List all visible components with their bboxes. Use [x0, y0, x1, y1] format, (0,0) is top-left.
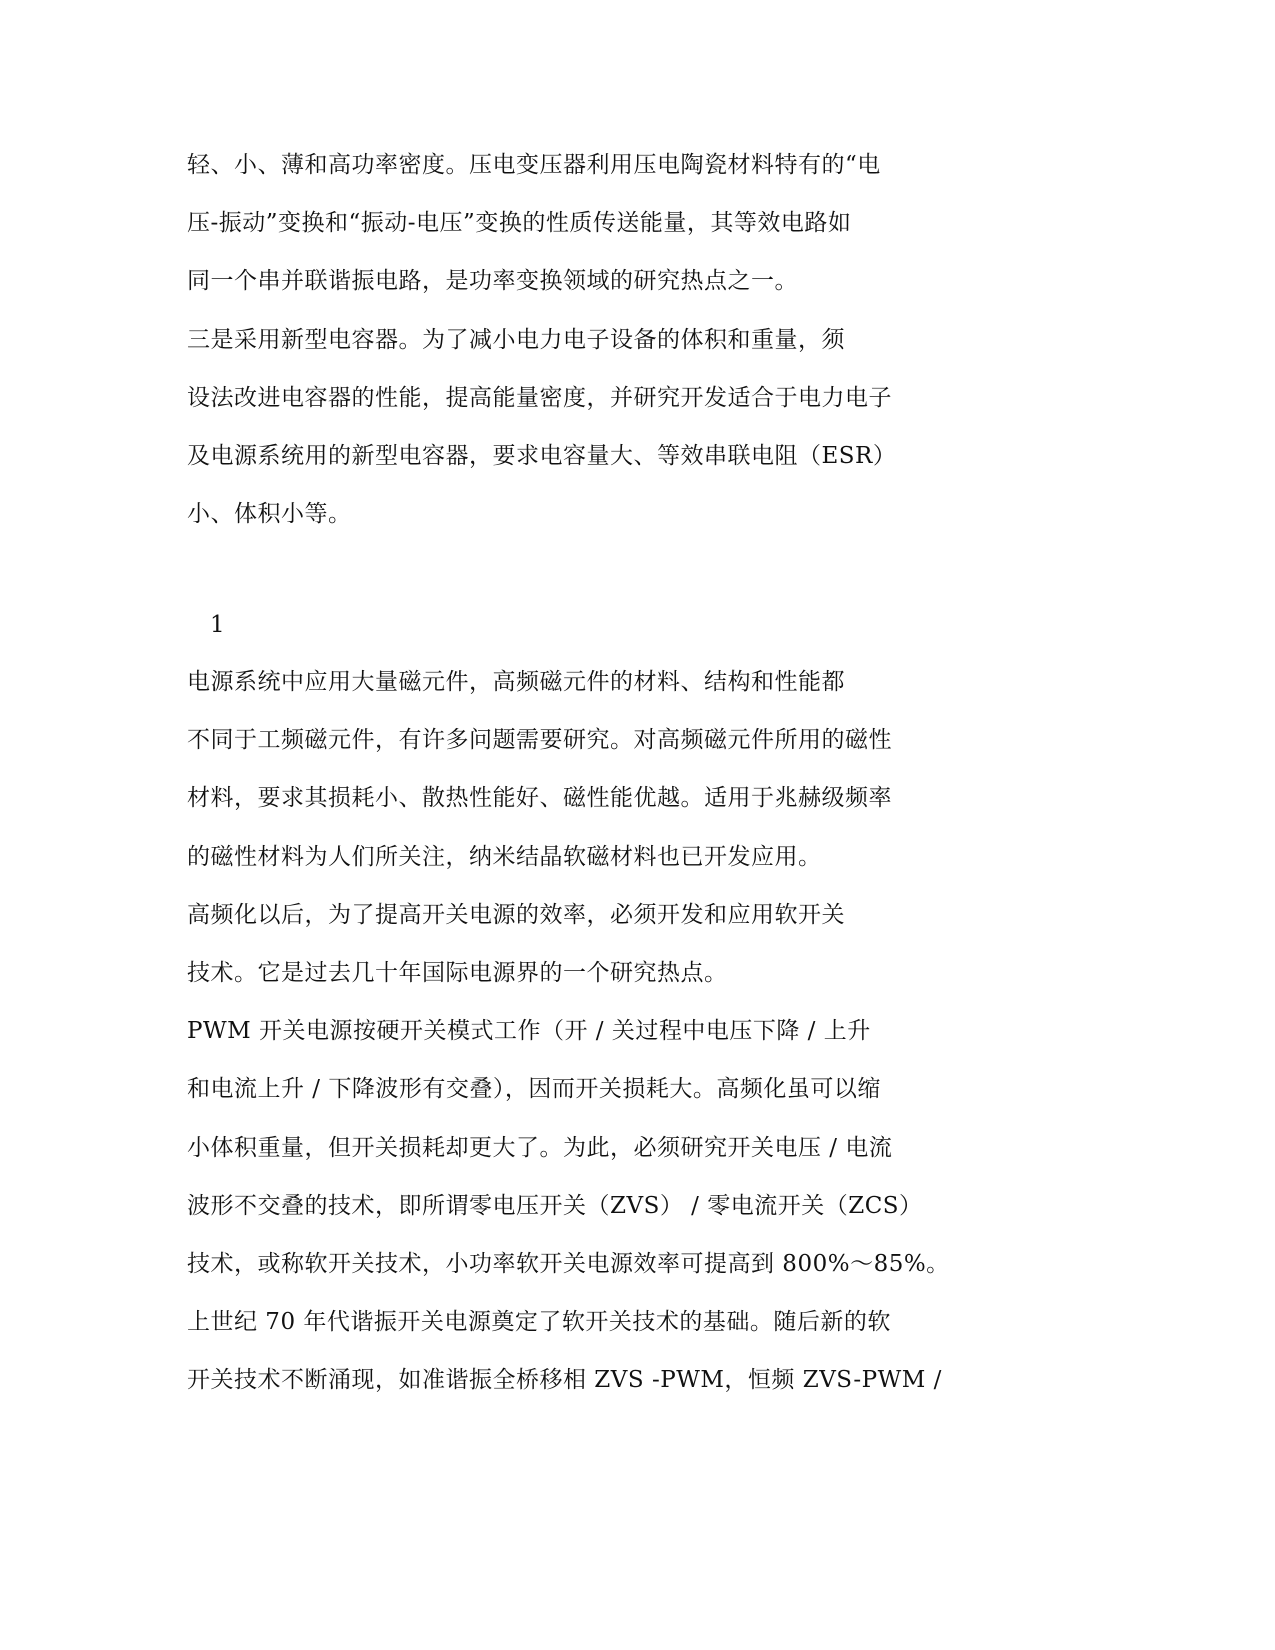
text-line: 小体积重量，但开关损耗却更大了。为此，必须研究开关电压 / 电流	[187, 1135, 893, 1161]
text-line: 高频化以后，为了提高开关电源的效率，必须开发和应用软开关	[187, 902, 845, 928]
text-line: 技术。它是过去几十年国际电源界的一个研究热点。	[187, 960, 728, 986]
text-line: 上世纪 70 年代谐振开关电源奠定了软开关技术的基础。随后新的软	[187, 1309, 891, 1335]
text-line: 三是采用新型电容器。为了减小电力电子设备的体积和重量，须	[187, 327, 845, 353]
text-line: 的磁性材料为人们所关注，纳米结晶软磁材料也已开发应用。	[187, 844, 822, 870]
text-line: PWM 开关电源按硬开关模式工作（开 / 关过程中电压下降 / 上升	[187, 1018, 871, 1044]
text-line: 波形不交叠的技术，即所谓零电压开关（ZVS） / 零电流开关（ZCS）	[187, 1193, 923, 1219]
text-line: 轻、小、薄和高功率密度。压电变压器利用压电陶瓷材料特有的“电	[187, 152, 881, 178]
text-line: 设法改进电容器的性能，提高能量密度，并研究开发适合于电力电子	[187, 385, 892, 411]
text-line: 电源系统中应用大量磁元件，高频磁元件的材料、结构和性能都	[187, 669, 845, 695]
text-line: 同一个串并联谐振电路，是功率变换领域的研究热点之一。	[187, 268, 798, 294]
text-line: 开关技术不断涌现，如准谐振全桥移相 ZVS -PWM，恒频 ZVS-PWM /	[187, 1367, 942, 1393]
text-line: 技术，或称软开关技术，小功率软开关电源效率可提高到 800%～85%。	[187, 1251, 950, 1277]
text-line: 及电源系统用的新型电容器，要求电容量大、等效串联电阻（ESR）	[187, 443, 897, 469]
text-line: 小、体积小等。	[187, 501, 352, 527]
text-line: 压-振动”变换和“振动-电压”变换的性质传送能量，其等效电路如	[187, 210, 852, 236]
page-number: 1	[210, 612, 225, 638]
text-line: 不同于工频磁元件，有许多问题需要研究。对高频磁元件所用的磁性	[187, 727, 892, 753]
text-line: 和电流上升 / 下降波形有交叠），因而开关损耗大。高频化虽可以缩	[187, 1076, 881, 1102]
text-line: 材料，要求其损耗小、散热性能好、磁性能优越。适用于兆赫级频率	[187, 785, 892, 811]
